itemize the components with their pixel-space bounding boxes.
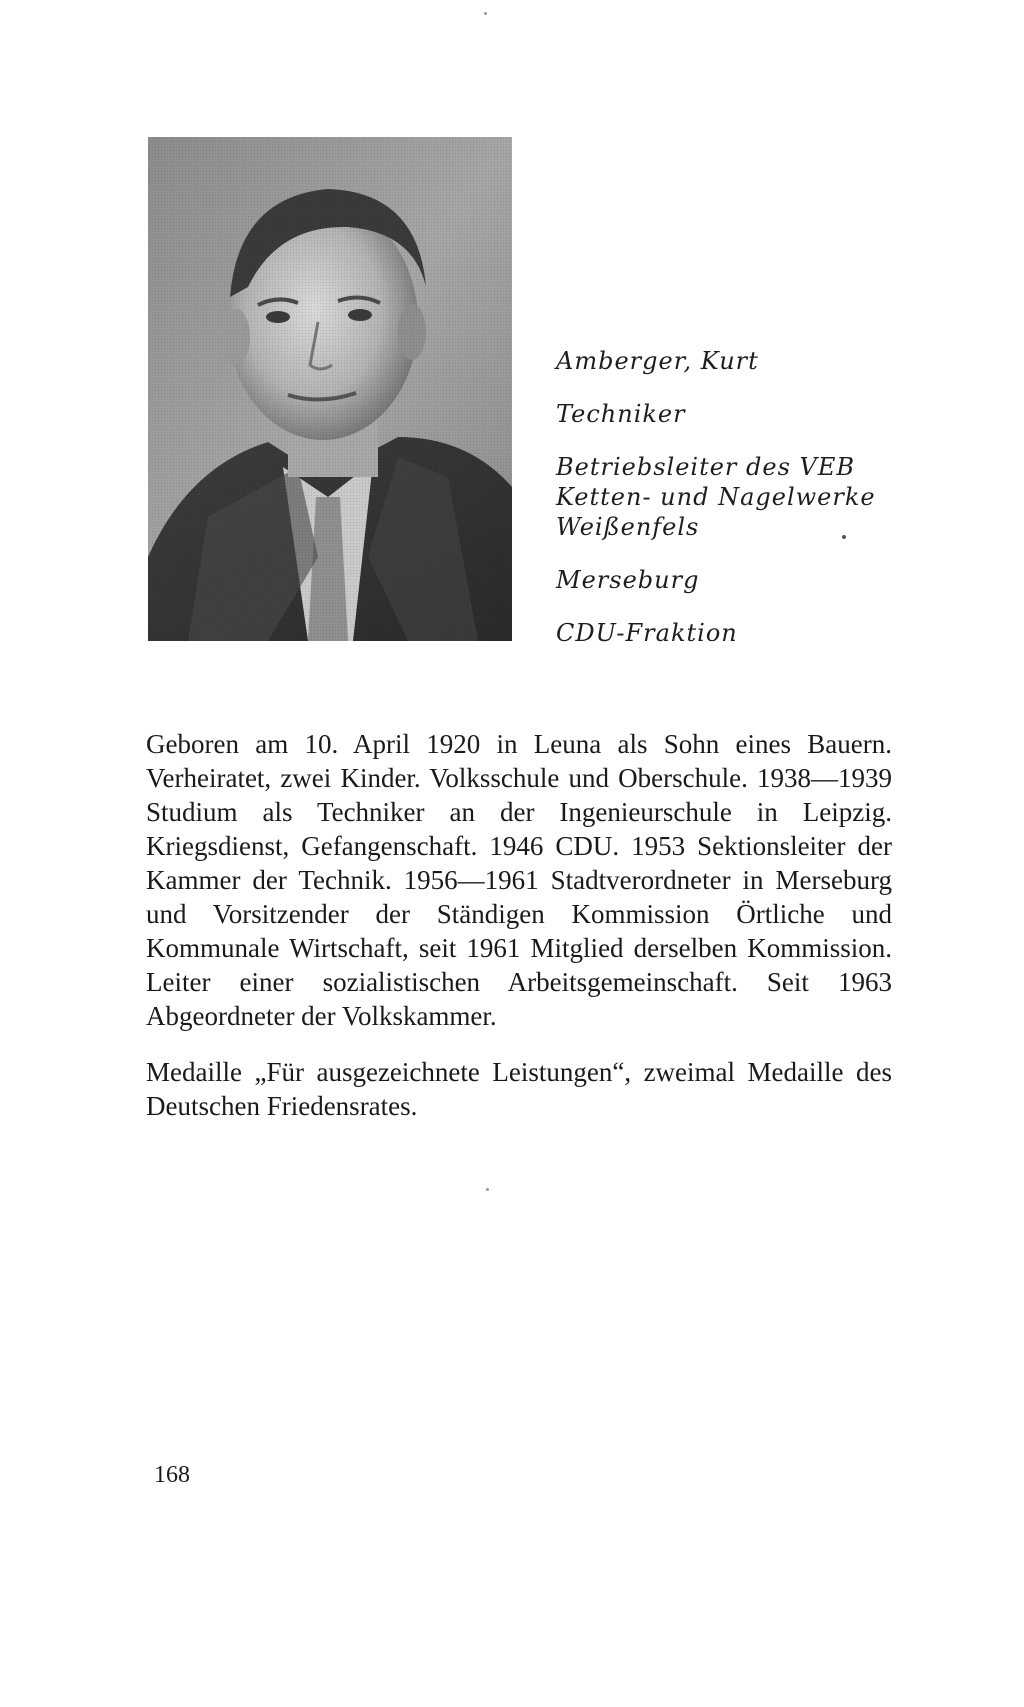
entry-details [556, 346, 996, 671]
faction: CDU-Fraktion [556, 619, 738, 647]
constituency: Merseburg [556, 566, 700, 594]
awards-paragraph: Medaille „Für ausgezeichnete Leistungen“, zweimal Medaille des Deutschen Friedensrates. [146, 1057, 892, 1121]
paper-speck [484, 12, 487, 15]
position-line: Betriebsleiter des VEB [556, 453, 856, 481]
position-line: Ketten- und Nagelwerke [556, 483, 876, 511]
position [556, 452, 996, 542]
position-line: Weißenfels [556, 513, 700, 541]
biography-paragraph: Geboren am 10. April 1920 in Leuna als Sohn eines Bauern. Verheiratet, zwei Kinder. Volksschule und Oberschule. 1938—1939 Studium als Techniker an der Ingenieurschule in Leipzig. Kriegsdienst, Gefangenschaft. 1946 CDU. 1953 Sektionsleiter der Kammer der Technik. 1956—1961 Stadtverordneter in Merseburg und Vorsitzender der Ständigen Kommission Örtliche und Kommunale Wirtschaft, seit 1961 Mitglied derselben Kommission. Leiter einer sozialistischen Arbeitsgemeinschaft. Seit 1963 Abgeordneter der Volkskammer. [146, 729, 892, 1031]
person-name: Amberger, Kurt [556, 347, 759, 375]
profession: Techniker [556, 400, 686, 428]
paper-speck [486, 1188, 489, 1191]
biography [146, 727, 892, 1145]
portrait-photo [148, 137, 512, 641]
page-number: 168 [154, 1462, 190, 1488]
